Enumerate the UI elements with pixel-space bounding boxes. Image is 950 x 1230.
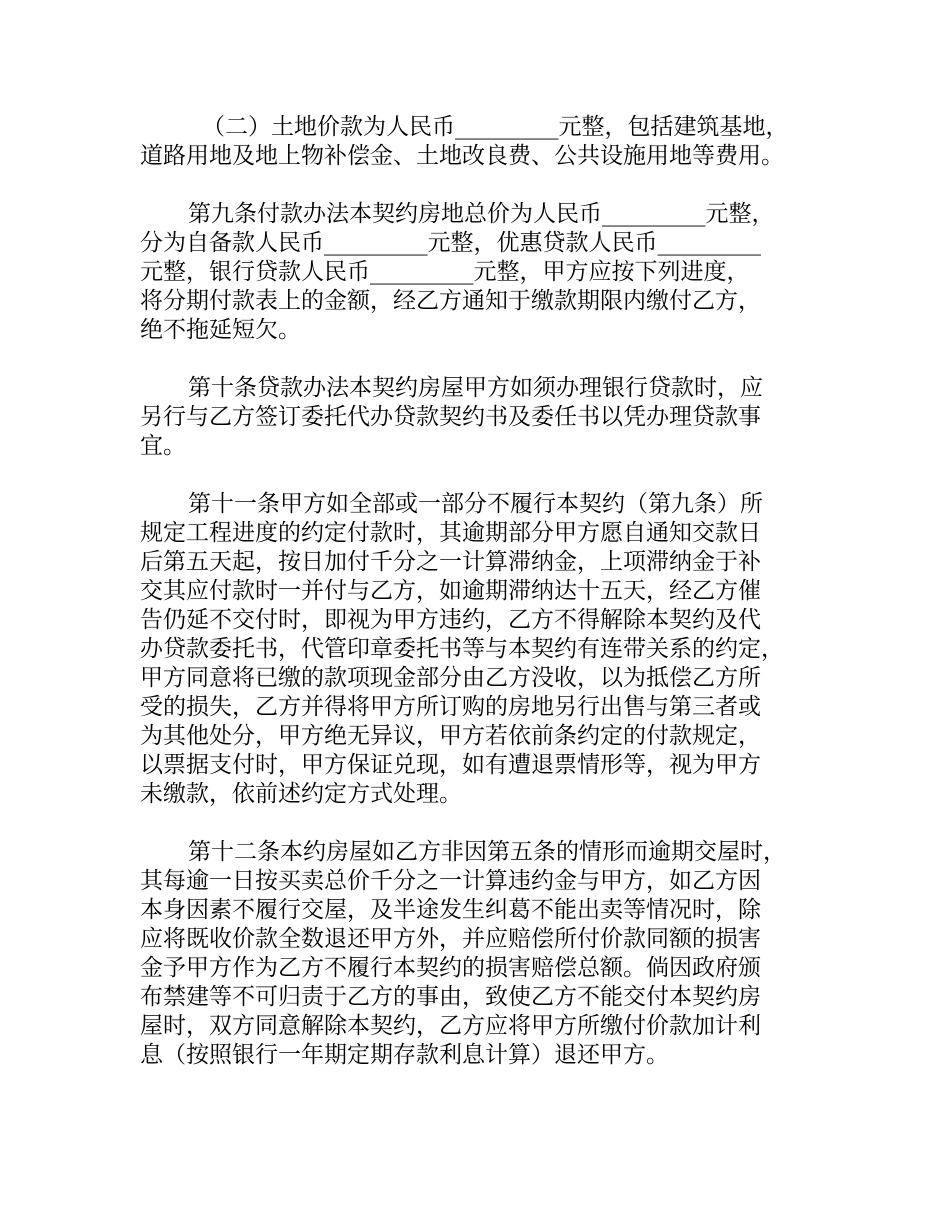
text-line: 第九条付款办法本契约房地总价为人民币_________元整， [188, 201, 775, 227]
text-line: 后第五天起，按日加付千分之一计算滞纳金，上项滞纳金于补 [140, 549, 761, 575]
text-line: 应将既收价款全数退还甲方外，并应赔偿所付价款同额的损害 [140, 926, 761, 952]
paragraph-land-price [140, 113, 830, 171]
text-line: 规定工程进度的约定付款时，其逾期部分甲方愿自通知交款日 [140, 520, 761, 546]
paragraph-article-11 [140, 490, 830, 809]
contract-text [140, 113, 830, 1099]
paragraph-article-12 [140, 838, 830, 1070]
text-line: 第十一条甲方如全部或一部分不履行本契约（第九条）所 [188, 491, 763, 517]
text-line: 告仍延不交付时，即视为甲方违约，乙方不得解除本契约及代 [140, 607, 761, 633]
text-line: 金予甲方作为乙方不履行本契约的损害赔偿总额。倘因政府颁 [140, 955, 761, 981]
text-line: 息（按照银行一年期定期存款利息计算）退还甲方。 [140, 1042, 669, 1068]
text-line: 绝不拖延短欠。 [140, 317, 301, 343]
text-line: 宜。 [140, 433, 186, 459]
text-line: 布禁建等不可归责于乙方的事由，致使乙方不能交付本契约房 [140, 984, 761, 1010]
text-line: 本身因素不履行交屋，及半途发生纠葛不能出卖等情况时，除 [140, 897, 761, 923]
text-line: 第十二条本约房屋如乙方非因第五条的情形而逾期交屋时， [188, 839, 786, 865]
text-line: 受的损失，乙方并得将甲方所订购的房地另行出售与第三者或 [140, 694, 761, 720]
text-line: 分为自备款人民币_________元整，优惠贷款人民币_________ [140, 230, 761, 256]
text-line: 以票据支付时，甲方保证兑现，如有遭退票情形等，视为甲方 [140, 752, 761, 778]
text-line: 其每逾一日按买卖总价千分之一计算违约金与甲方，如乙方因 [140, 868, 761, 894]
text-line: 道路用地及地上物补偿金、土地改良费、公共设施用地等费用。 [140, 143, 784, 169]
text-line: 将分期付款表上的金额，经乙方通知于缴款期限内缴付乙方， [140, 288, 761, 314]
text-line: 屋时，双方同意解除本契约，乙方应将甲方所缴付价款加计利 [140, 1013, 761, 1039]
paragraph-article-9 [140, 200, 830, 345]
text-line: 元整，银行贷款人民币_________元整，甲方应按下列进度， [140, 259, 750, 285]
text-line: （二）土地价款为人民币_________元整，包括建筑基地， [202, 114, 789, 140]
text-line: 办贷款委托书，代管印章委托书等与本契约有连带关系的约定， [140, 636, 784, 662]
text-line: 为其他处分，甲方绝无异议，甲方若依前条约定的付款规定， [140, 723, 761, 749]
text-line: 交其应付款时一并付与乙方，如逾期滞纳达十五天，经乙方催 [140, 578, 761, 604]
text-line: 甲方同意将已缴的款项现金部分由乙方没收，以为抵偿乙方所 [140, 665, 761, 691]
text-line: 未缴款，依前述约定方式处理。 [140, 781, 462, 807]
text-line: 第十条贷款办法本契约房屋甲方如须办理银行贷款时，应 [188, 375, 763, 401]
paragraph-article-10 [140, 374, 830, 461]
text-line: 另行与乙方签订委托代办贷款契约书及委任书以凭办理贷款事 [140, 404, 761, 430]
